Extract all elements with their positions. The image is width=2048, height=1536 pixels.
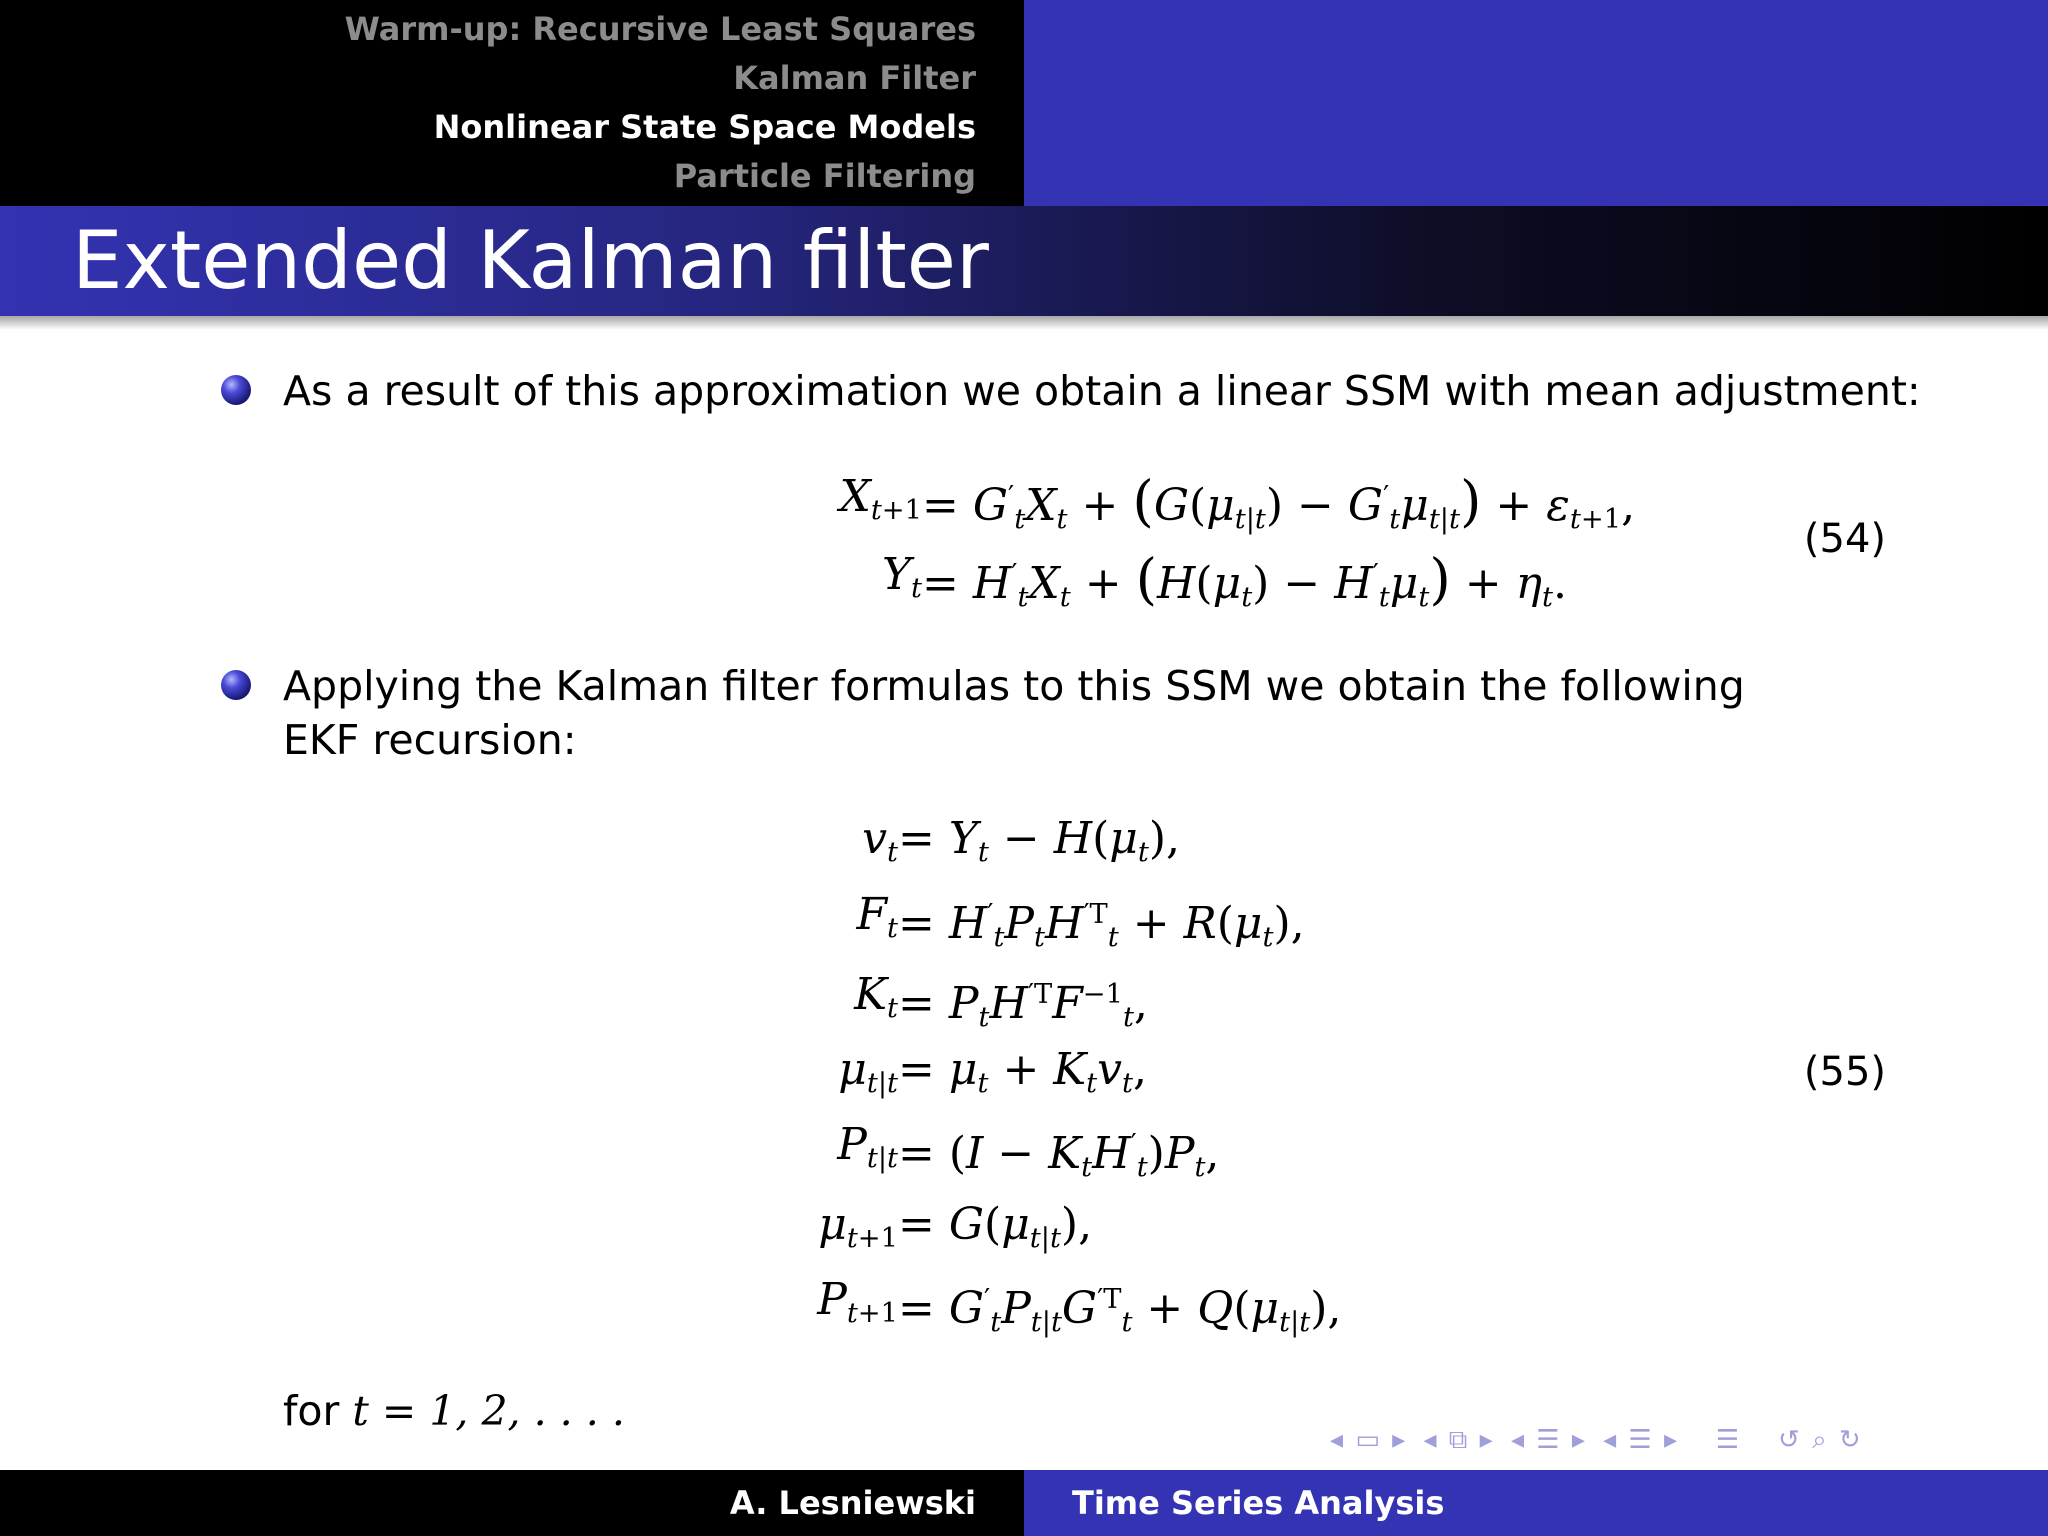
document-icon[interactable]: ☰ bbox=[1695, 1425, 1762, 1455]
nav-section-warm-up[interactable]: Warm-up: Recursive Least Squares bbox=[344, 10, 976, 48]
footer-title: Time Series Analysis bbox=[1072, 1484, 1445, 1522]
footer-author: A. Lesniewski bbox=[729, 1484, 976, 1522]
index-range bbox=[283, 1384, 625, 1438]
ekf-innovation: vt = Yt − H(μt), bbox=[862, 813, 1181, 869]
ekf-kalman-gain: Kt = $PtH^{'T}F^{-1}t$, bbox=[854, 969, 1148, 1034]
title-shadow bbox=[0, 316, 2048, 330]
frame-back-icon[interactable]: ◂ ▭ ▸ bbox=[1330, 1425, 1408, 1455]
index-range-prefix: for bbox=[283, 1387, 353, 1435]
index-range-math: t = 1, 2, . . . . bbox=[352, 1387, 625, 1435]
navigation-symbols bbox=[1330, 1420, 1869, 1460]
nav-section-particle-filtering[interactable]: Particle Filtering bbox=[673, 157, 976, 195]
equation-number-55: (55) bbox=[1803, 1049, 1886, 1095]
ekf-covariance-prediction: Pt+1 = $G'tPt|tG^{'T}t + Q(\mu t|t)$, bbox=[817, 1274, 1342, 1339]
header-blue-panel bbox=[1024, 0, 2048, 206]
ekf-innovation-variance: Ft = H′tPtH$^{'T}$t + R(μt), bbox=[856, 889, 1305, 954]
equation-54-line-2: Yt = H′tXt + (H(μt) − H′tμt) + ηt. bbox=[881, 547, 1567, 614]
bullet-text-2: Applying the Kalman filter formulas to this SSM we obtain the following EKF recursion: bbox=[283, 662, 1745, 764]
subsection-nav-icon[interactable]: ◂ ⧉ ▸ bbox=[1423, 1425, 1495, 1455]
footer-author-panel bbox=[0, 1470, 1024, 1536]
nav-section-kalman-filter[interactable]: Kalman Filter bbox=[733, 59, 976, 97]
bullet-ball-icon bbox=[221, 670, 251, 700]
section-navigation bbox=[0, 0, 1024, 206]
ekf-state-prediction: μt+1 = G(μt|t), bbox=[818, 1199, 1093, 1255]
nav-section-nonlinear-ssm[interactable]: Nonlinear State Space Models bbox=[433, 108, 976, 146]
subsection-list-icon[interactable]: ◂ ☰ ▸ bbox=[1603, 1425, 1680, 1455]
ekf-covariance-update: Pt|t = (I − KtH′t)Pt, bbox=[837, 1119, 1220, 1184]
equation-54-line-1: Xt+1 = G′tXt + (G(μt|t) − G′tμt|t) + εt+1, bbox=[839, 469, 1636, 536]
bullet-ball-icon bbox=[221, 375, 251, 405]
ekf-state-update: μt|t = μt + Ktvt, bbox=[838, 1044, 1147, 1100]
section-nav-icon[interactable]: ◂ ☰ ▸ bbox=[1510, 1425, 1587, 1455]
search-undo-icon[interactable]: ↺ ⌕ ↻ bbox=[1778, 1425, 1863, 1455]
footer-title-panel bbox=[1024, 1470, 2048, 1536]
bullet-text-1: As a result of this approximation we obtain a linear SSM with mean adjustment: bbox=[283, 367, 1921, 415]
equation-number-54: (54) bbox=[1803, 516, 1886, 562]
page-title: Extended Kalman filter bbox=[72, 214, 989, 307]
